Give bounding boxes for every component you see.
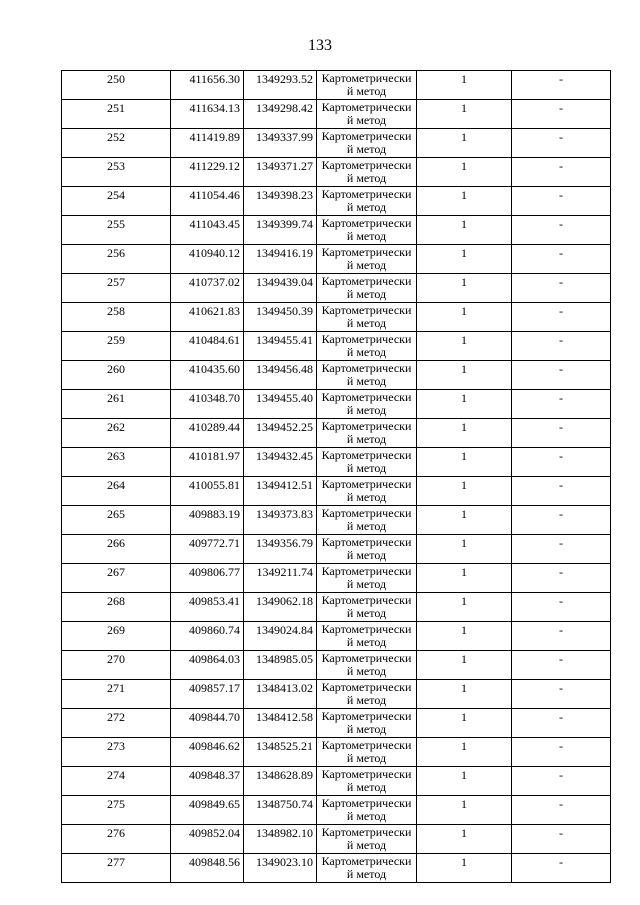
x-coordinate-cell: 410348.70 [171, 390, 244, 419]
method-cell [317, 593, 417, 622]
method-line-1: Картометрически [321, 274, 412, 288]
point-number-cell: 262 [62, 419, 171, 448]
description-cell: - [512, 651, 611, 680]
point-number-cell: 250 [62, 71, 171, 100]
method-line-1: Картометрически [321, 680, 412, 694]
point-number-cell: 261 [62, 390, 171, 419]
table-row [62, 448, 611, 477]
description-cell: - [512, 216, 611, 245]
description-cell: - [512, 506, 611, 535]
point-number-cell: 274 [62, 767, 171, 796]
x-coordinate-cell: 409848.56 [171, 854, 244, 883]
y-coordinate-cell: 1349399.74 [244, 216, 317, 245]
description-cell: - [512, 332, 611, 361]
method-line-1: Картометрически [321, 216, 412, 230]
x-coordinate-cell: 411419.89 [171, 129, 244, 158]
method-line-1: Картометрически [321, 796, 412, 810]
precision-cell: 1 [417, 361, 512, 390]
precision-cell: 1 [417, 477, 512, 506]
x-coordinate-cell: 410621.83 [171, 303, 244, 332]
x-coordinate-cell: 409864.03 [171, 651, 244, 680]
y-coordinate-cell: 1349455.41 [244, 332, 317, 361]
method-line-2: й метод [346, 142, 387, 156]
table-row [62, 274, 611, 303]
method-line-1: Картометрически [321, 825, 412, 839]
precision-cell: 1 [417, 825, 512, 854]
description-cell: - [512, 680, 611, 709]
point-number-cell: 256 [62, 245, 171, 274]
point-number-cell: 260 [62, 361, 171, 390]
x-coordinate-cell: 409844.70 [171, 709, 244, 738]
method-line-1: Картометрически [321, 419, 412, 433]
point-number-cell: 264 [62, 477, 171, 506]
precision-cell: 1 [417, 419, 512, 448]
precision-cell: 1 [417, 593, 512, 622]
description-cell: - [512, 622, 611, 651]
method-line-1: Картометрически [321, 100, 412, 114]
point-number-cell: 276 [62, 825, 171, 854]
point-number-cell: 275 [62, 796, 171, 825]
x-coordinate-cell: 411054.46 [171, 187, 244, 216]
description-cell: - [512, 419, 611, 448]
method-line-2: й метод [346, 519, 387, 533]
method-line-1: Картометрически [321, 390, 412, 404]
precision-cell: 1 [417, 709, 512, 738]
y-coordinate-cell: 1348982.10 [244, 825, 317, 854]
description-cell: - [512, 274, 611, 303]
precision-cell: 1 [417, 680, 512, 709]
method-line-2: й метод [346, 229, 387, 243]
method-line-2: й метод [346, 374, 387, 388]
point-number-cell: 251 [62, 100, 171, 129]
method-cell [317, 477, 417, 506]
table-row [62, 187, 611, 216]
method-cell [317, 825, 417, 854]
table-row [62, 767, 611, 796]
method-line-1: Картометрически [321, 535, 412, 549]
method-cell [317, 767, 417, 796]
method-line-2: й метод [346, 577, 387, 591]
point-number-cell: 270 [62, 651, 171, 680]
description-cell: - [512, 709, 611, 738]
x-coordinate-cell: 409849.65 [171, 796, 244, 825]
table-row [62, 854, 611, 883]
description-cell: - [512, 390, 611, 419]
x-coordinate-cell: 409883.19 [171, 506, 244, 535]
precision-cell: 1 [417, 216, 512, 245]
method-line-2: й метод [346, 838, 387, 852]
method-line-2: й метод [346, 461, 387, 475]
method-cell [317, 680, 417, 709]
point-number-cell: 265 [62, 506, 171, 535]
x-coordinate-cell: 409772.71 [171, 535, 244, 564]
precision-cell: 1 [417, 651, 512, 680]
precision-cell: 1 [417, 535, 512, 564]
point-number-cell: 268 [62, 593, 171, 622]
point-number-cell: 255 [62, 216, 171, 245]
method-line-2: й метод [346, 113, 387, 127]
precision-cell: 1 [417, 854, 512, 883]
table-row [62, 245, 611, 274]
method-cell [317, 274, 417, 303]
point-number-cell: 258 [62, 303, 171, 332]
y-coordinate-cell: 1349452.25 [244, 419, 317, 448]
method-line-1: Картометрически [321, 709, 412, 723]
x-coordinate-cell: 411656.30 [171, 71, 244, 100]
y-coordinate-cell: 1349412.51 [244, 477, 317, 506]
method-cell [317, 332, 417, 361]
y-coordinate-cell: 1349337.99 [244, 129, 317, 158]
y-coordinate-cell: 1349416.19 [244, 245, 317, 274]
x-coordinate-cell: 411229.12 [171, 158, 244, 187]
description-cell: - [512, 854, 611, 883]
point-number-cell: 253 [62, 158, 171, 187]
precision-cell: 1 [417, 448, 512, 477]
table-row [62, 651, 611, 680]
method-line-2: й метод [346, 809, 387, 823]
method-cell [317, 216, 417, 245]
method-cell [317, 158, 417, 187]
precision-cell: 1 [417, 738, 512, 767]
x-coordinate-cell: 409846.62 [171, 738, 244, 767]
description-cell: - [512, 129, 611, 158]
coordinates-table-body [62, 71, 611, 883]
method-line-1: Картометрически [321, 332, 412, 346]
method-cell [317, 535, 417, 564]
x-coordinate-cell: 409857.17 [171, 680, 244, 709]
description-cell: - [512, 535, 611, 564]
method-cell [317, 129, 417, 158]
y-coordinate-cell: 1349371.27 [244, 158, 317, 187]
precision-cell: 1 [417, 71, 512, 100]
point-number-cell: 271 [62, 680, 171, 709]
table-row [62, 680, 611, 709]
coordinates-table [61, 70, 611, 883]
y-coordinate-cell: 1348750.74 [244, 796, 317, 825]
x-coordinate-cell: 409848.37 [171, 767, 244, 796]
y-coordinate-cell: 1349298.42 [244, 100, 317, 129]
method-line-1: Картометрически [321, 477, 412, 491]
method-line-2: й метод [346, 635, 387, 649]
method-line-2: й метод [346, 490, 387, 504]
method-line-1: Картометрически [321, 506, 412, 520]
y-coordinate-cell: 1349023.10 [244, 854, 317, 883]
precision-cell: 1 [417, 622, 512, 651]
x-coordinate-cell: 411634.13 [171, 100, 244, 129]
method-line-2: й метод [346, 606, 387, 620]
description-cell: - [512, 448, 611, 477]
table-row [62, 361, 611, 390]
method-line-1: Картометрически [321, 767, 412, 781]
x-coordinate-cell: 410435.60 [171, 361, 244, 390]
x-coordinate-cell: 411043.45 [171, 216, 244, 245]
y-coordinate-cell: 1348412.58 [244, 709, 317, 738]
point-number-cell: 273 [62, 738, 171, 767]
method-line-1: Картометрически [321, 361, 412, 375]
table-row [62, 738, 611, 767]
y-coordinate-cell: 1349062.18 [244, 593, 317, 622]
method-line-1: Картометрически [321, 448, 412, 462]
method-cell [317, 71, 417, 100]
method-line-2: й метод [346, 345, 387, 359]
y-coordinate-cell: 1349211.74 [244, 564, 317, 593]
description-cell: - [512, 245, 611, 274]
table-row [62, 825, 611, 854]
method-line-2: й метод [346, 722, 387, 736]
x-coordinate-cell: 409853.41 [171, 593, 244, 622]
table-row [62, 419, 611, 448]
precision-cell: 1 [417, 187, 512, 216]
description-cell: - [512, 100, 611, 129]
table-row [62, 622, 611, 651]
point-number-cell: 272 [62, 709, 171, 738]
table-row [62, 564, 611, 593]
method-cell [317, 854, 417, 883]
method-line-1: Картометрически [321, 738, 412, 752]
precision-cell: 1 [417, 158, 512, 187]
description-cell: - [512, 593, 611, 622]
method-cell [317, 709, 417, 738]
y-coordinate-cell: 1349439.04 [244, 274, 317, 303]
method-line-2: й метод [346, 664, 387, 678]
table-row [62, 129, 611, 158]
table-row [62, 477, 611, 506]
y-coordinate-cell: 1349398.23 [244, 187, 317, 216]
y-coordinate-cell: 1349456.48 [244, 361, 317, 390]
method-line-2: й метод [346, 287, 387, 301]
y-coordinate-cell: 1349450.39 [244, 303, 317, 332]
description-cell: - [512, 825, 611, 854]
point-number-cell: 257 [62, 274, 171, 303]
method-line-2: й метод [346, 780, 387, 794]
method-line-2: й метод [346, 751, 387, 765]
method-line-2: й метод [346, 84, 387, 98]
table-row [62, 796, 611, 825]
method-line-1: Картометрически [321, 593, 412, 607]
x-coordinate-cell: 410181.97 [171, 448, 244, 477]
precision-cell: 1 [417, 303, 512, 332]
y-coordinate-cell: 1348413.02 [244, 680, 317, 709]
method-line-1: Картометрически [321, 564, 412, 578]
table-row [62, 158, 611, 187]
y-coordinate-cell: 1349024.84 [244, 622, 317, 651]
precision-cell: 1 [417, 564, 512, 593]
method-cell [317, 796, 417, 825]
table-row [62, 593, 611, 622]
x-coordinate-cell: 409852.04 [171, 825, 244, 854]
method-cell [317, 187, 417, 216]
table-row [62, 100, 611, 129]
point-number-cell: 263 [62, 448, 171, 477]
precision-cell: 1 [417, 506, 512, 535]
point-number-cell: 277 [62, 854, 171, 883]
method-cell [317, 100, 417, 129]
method-line-2: й метод [346, 432, 387, 446]
precision-cell: 1 [417, 390, 512, 419]
description-cell: - [512, 71, 611, 100]
description-cell: - [512, 303, 611, 332]
method-line-2: й метод [346, 867, 387, 881]
method-cell [317, 564, 417, 593]
precision-cell: 1 [417, 129, 512, 158]
precision-cell: 1 [417, 767, 512, 796]
method-cell [317, 506, 417, 535]
y-coordinate-cell: 1349293.52 [244, 71, 317, 100]
method-line-1: Картометрически [321, 854, 412, 868]
point-number-cell: 269 [62, 622, 171, 651]
method-cell [317, 361, 417, 390]
description-cell: - [512, 361, 611, 390]
x-coordinate-cell: 410484.61 [171, 332, 244, 361]
method-line-1: Картометрически [321, 651, 412, 665]
method-line-1: Картометрически [321, 303, 412, 317]
x-coordinate-cell: 409860.74 [171, 622, 244, 651]
x-coordinate-cell: 410940.12 [171, 245, 244, 274]
point-number-cell: 266 [62, 535, 171, 564]
x-coordinate-cell: 410055.81 [171, 477, 244, 506]
precision-cell: 1 [417, 245, 512, 274]
point-number-cell: 254 [62, 187, 171, 216]
description-cell: - [512, 738, 611, 767]
method-line-2: й метод [346, 316, 387, 330]
method-line-2: й метод [346, 258, 387, 272]
table-row [62, 303, 611, 332]
table-row [62, 709, 611, 738]
method-cell [317, 245, 417, 274]
table-row [62, 332, 611, 361]
precision-cell: 1 [417, 796, 512, 825]
method-line-1: Картометрически [321, 245, 412, 259]
method-line-2: й метод [346, 403, 387, 417]
description-cell: - [512, 477, 611, 506]
method-line-1: Картометрически [321, 158, 412, 172]
y-coordinate-cell: 1348628.89 [244, 767, 317, 796]
description-cell: - [512, 564, 611, 593]
table-row [62, 535, 611, 564]
table-row [62, 390, 611, 419]
y-coordinate-cell: 1348985.05 [244, 651, 317, 680]
method-line-1: Картометрически [321, 187, 412, 201]
description-cell: - [512, 158, 611, 187]
y-coordinate-cell: 1349373.83 [244, 506, 317, 535]
table-row [62, 506, 611, 535]
method-line-2: й метод [346, 171, 387, 185]
y-coordinate-cell: 1349455.40 [244, 390, 317, 419]
point-number-cell: 267 [62, 564, 171, 593]
table-row [62, 216, 611, 245]
y-coordinate-cell: 1348525.21 [244, 738, 317, 767]
precision-cell: 1 [417, 332, 512, 361]
description-cell: - [512, 187, 611, 216]
method-cell [317, 303, 417, 332]
method-cell [317, 448, 417, 477]
method-line-2: й метод [346, 693, 387, 707]
method-line-1: Картометрически [321, 622, 412, 636]
y-coordinate-cell: 1349356.79 [244, 535, 317, 564]
method-cell [317, 622, 417, 651]
point-number-cell: 259 [62, 332, 171, 361]
method-cell [317, 419, 417, 448]
point-number-cell: 252 [62, 129, 171, 158]
x-coordinate-cell: 410737.02 [171, 274, 244, 303]
page-number: 133 [308, 37, 332, 54]
method-cell [317, 390, 417, 419]
precision-cell: 1 [417, 100, 512, 129]
x-coordinate-cell: 409806.77 [171, 564, 244, 593]
precision-cell: 1 [417, 274, 512, 303]
table-row [62, 71, 611, 100]
y-coordinate-cell: 1349432.45 [244, 448, 317, 477]
description-cell: - [512, 767, 611, 796]
method-line-2: й метод [346, 548, 387, 562]
method-line-1: Картометрически [321, 129, 412, 143]
x-coordinate-cell: 410289.44 [171, 419, 244, 448]
description-cell: - [512, 796, 611, 825]
method-line-2: й метод [346, 200, 387, 214]
method-cell [317, 651, 417, 680]
method-line-1: Картометрически [321, 71, 412, 85]
method-cell [317, 738, 417, 767]
